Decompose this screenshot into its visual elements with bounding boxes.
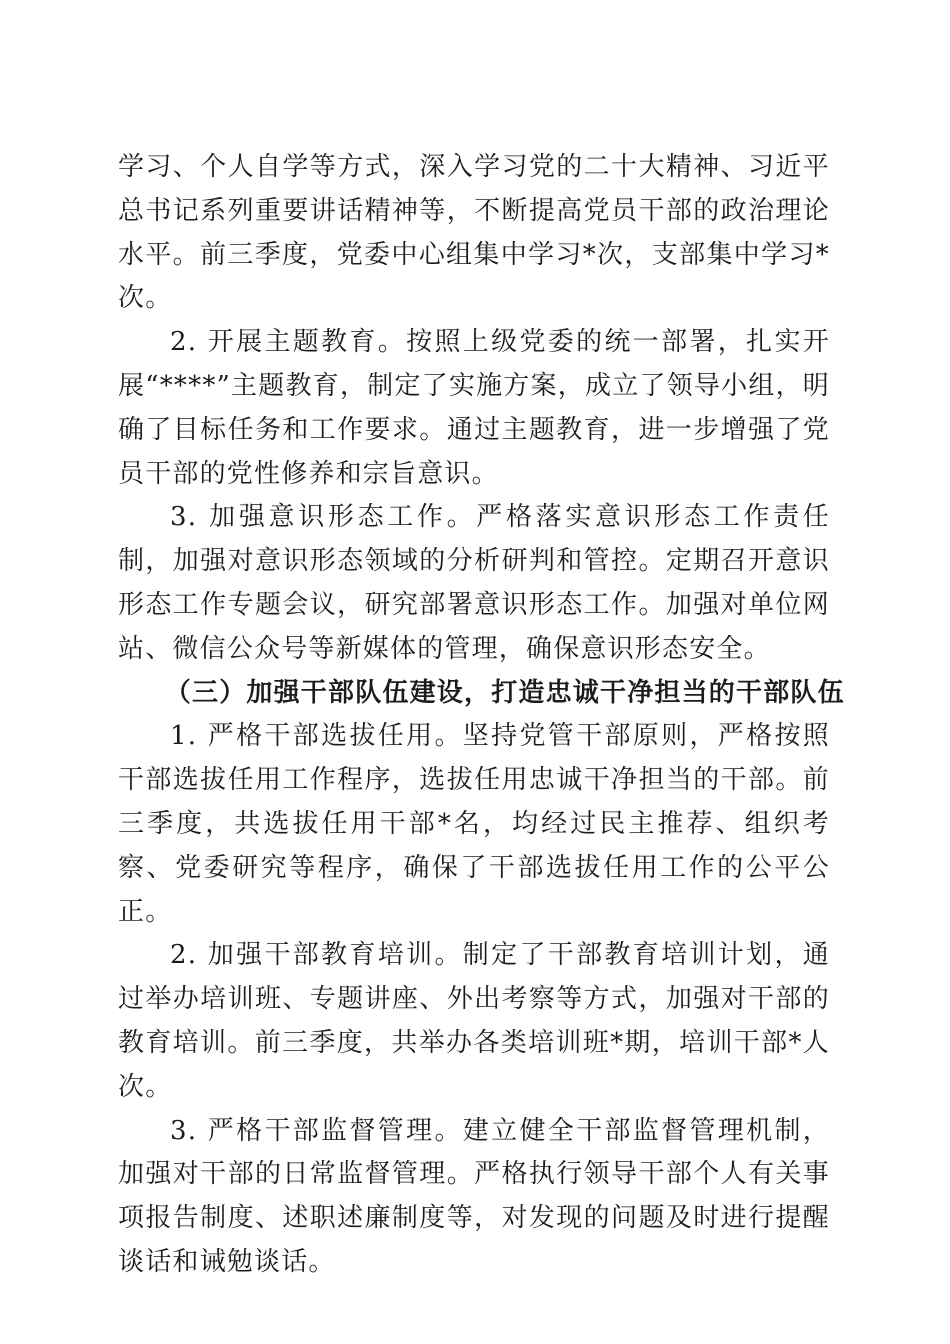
paragraph-cadre-selection: 1. 严格干部选拔任用。坚持党管干部原则，严格按照干部选拔任用工作程序，选拔任用忠诚干净担当的干部。前三季度，共选拔任用干部*名，均经过民主推荐、组织考察、党委研究等程序，确保了干部选拔任用工作的公平公正。 — [118, 721, 830, 927]
paragraph-ideology-work: 3. 加强意识形态工作。严格落实意识形态工作责任制，加强对意识形态领域的分析研判和管控。定期召开意识形态工作专题会议，研究部署意识形态工作。加强对单位网站、微信公众号等新媒体的管理，确保意识形态安全。 — [118, 502, 830, 664]
paragraph-cadre-training: 2. 加强干部教育培训。制定了干部教育培训计划，通过举办培训班、专题讲座、外出考察等方式，加强对干部的教育培训。前三季度，共举办各类培训班*期，培训干部*人次。 — [118, 940, 830, 1102]
paragraph-theme-education: 2. 开展主题教育。按照上级党委的统一部署，扎实开展“****”主题教育，制定了实施方案，成立了领导小组，明确了目标任务和工作要求。通过主题教育，进一步增强了党员干部的党性修养和宗旨意识。 — [118, 327, 830, 489]
paragraph-cadre-supervision: 3. 严格干部监督管理。建立健全干部监督管理机制，加强对干部的日常监督管理。严格执行领导干部个人有关事项报告制度、述职述廉制度等，对发现的问题及时进行提醒谈话和诫勉谈话。 — [118, 1115, 830, 1277]
document-body — [118, 146, 845, 1285]
paragraph-continuation: 学习、个人自学等方式，深入学习党的二十大精神、习近平总书记系列重要讲话精神等，不断提高党员干部的政治理论水平。前三季度，党委中心组集中学习*次，支部集中学习*次。 — [118, 152, 830, 314]
section-heading-cadre-team: （三）加强干部队伍建设，打造忠诚干净担当的干部队伍 — [164, 677, 845, 708]
